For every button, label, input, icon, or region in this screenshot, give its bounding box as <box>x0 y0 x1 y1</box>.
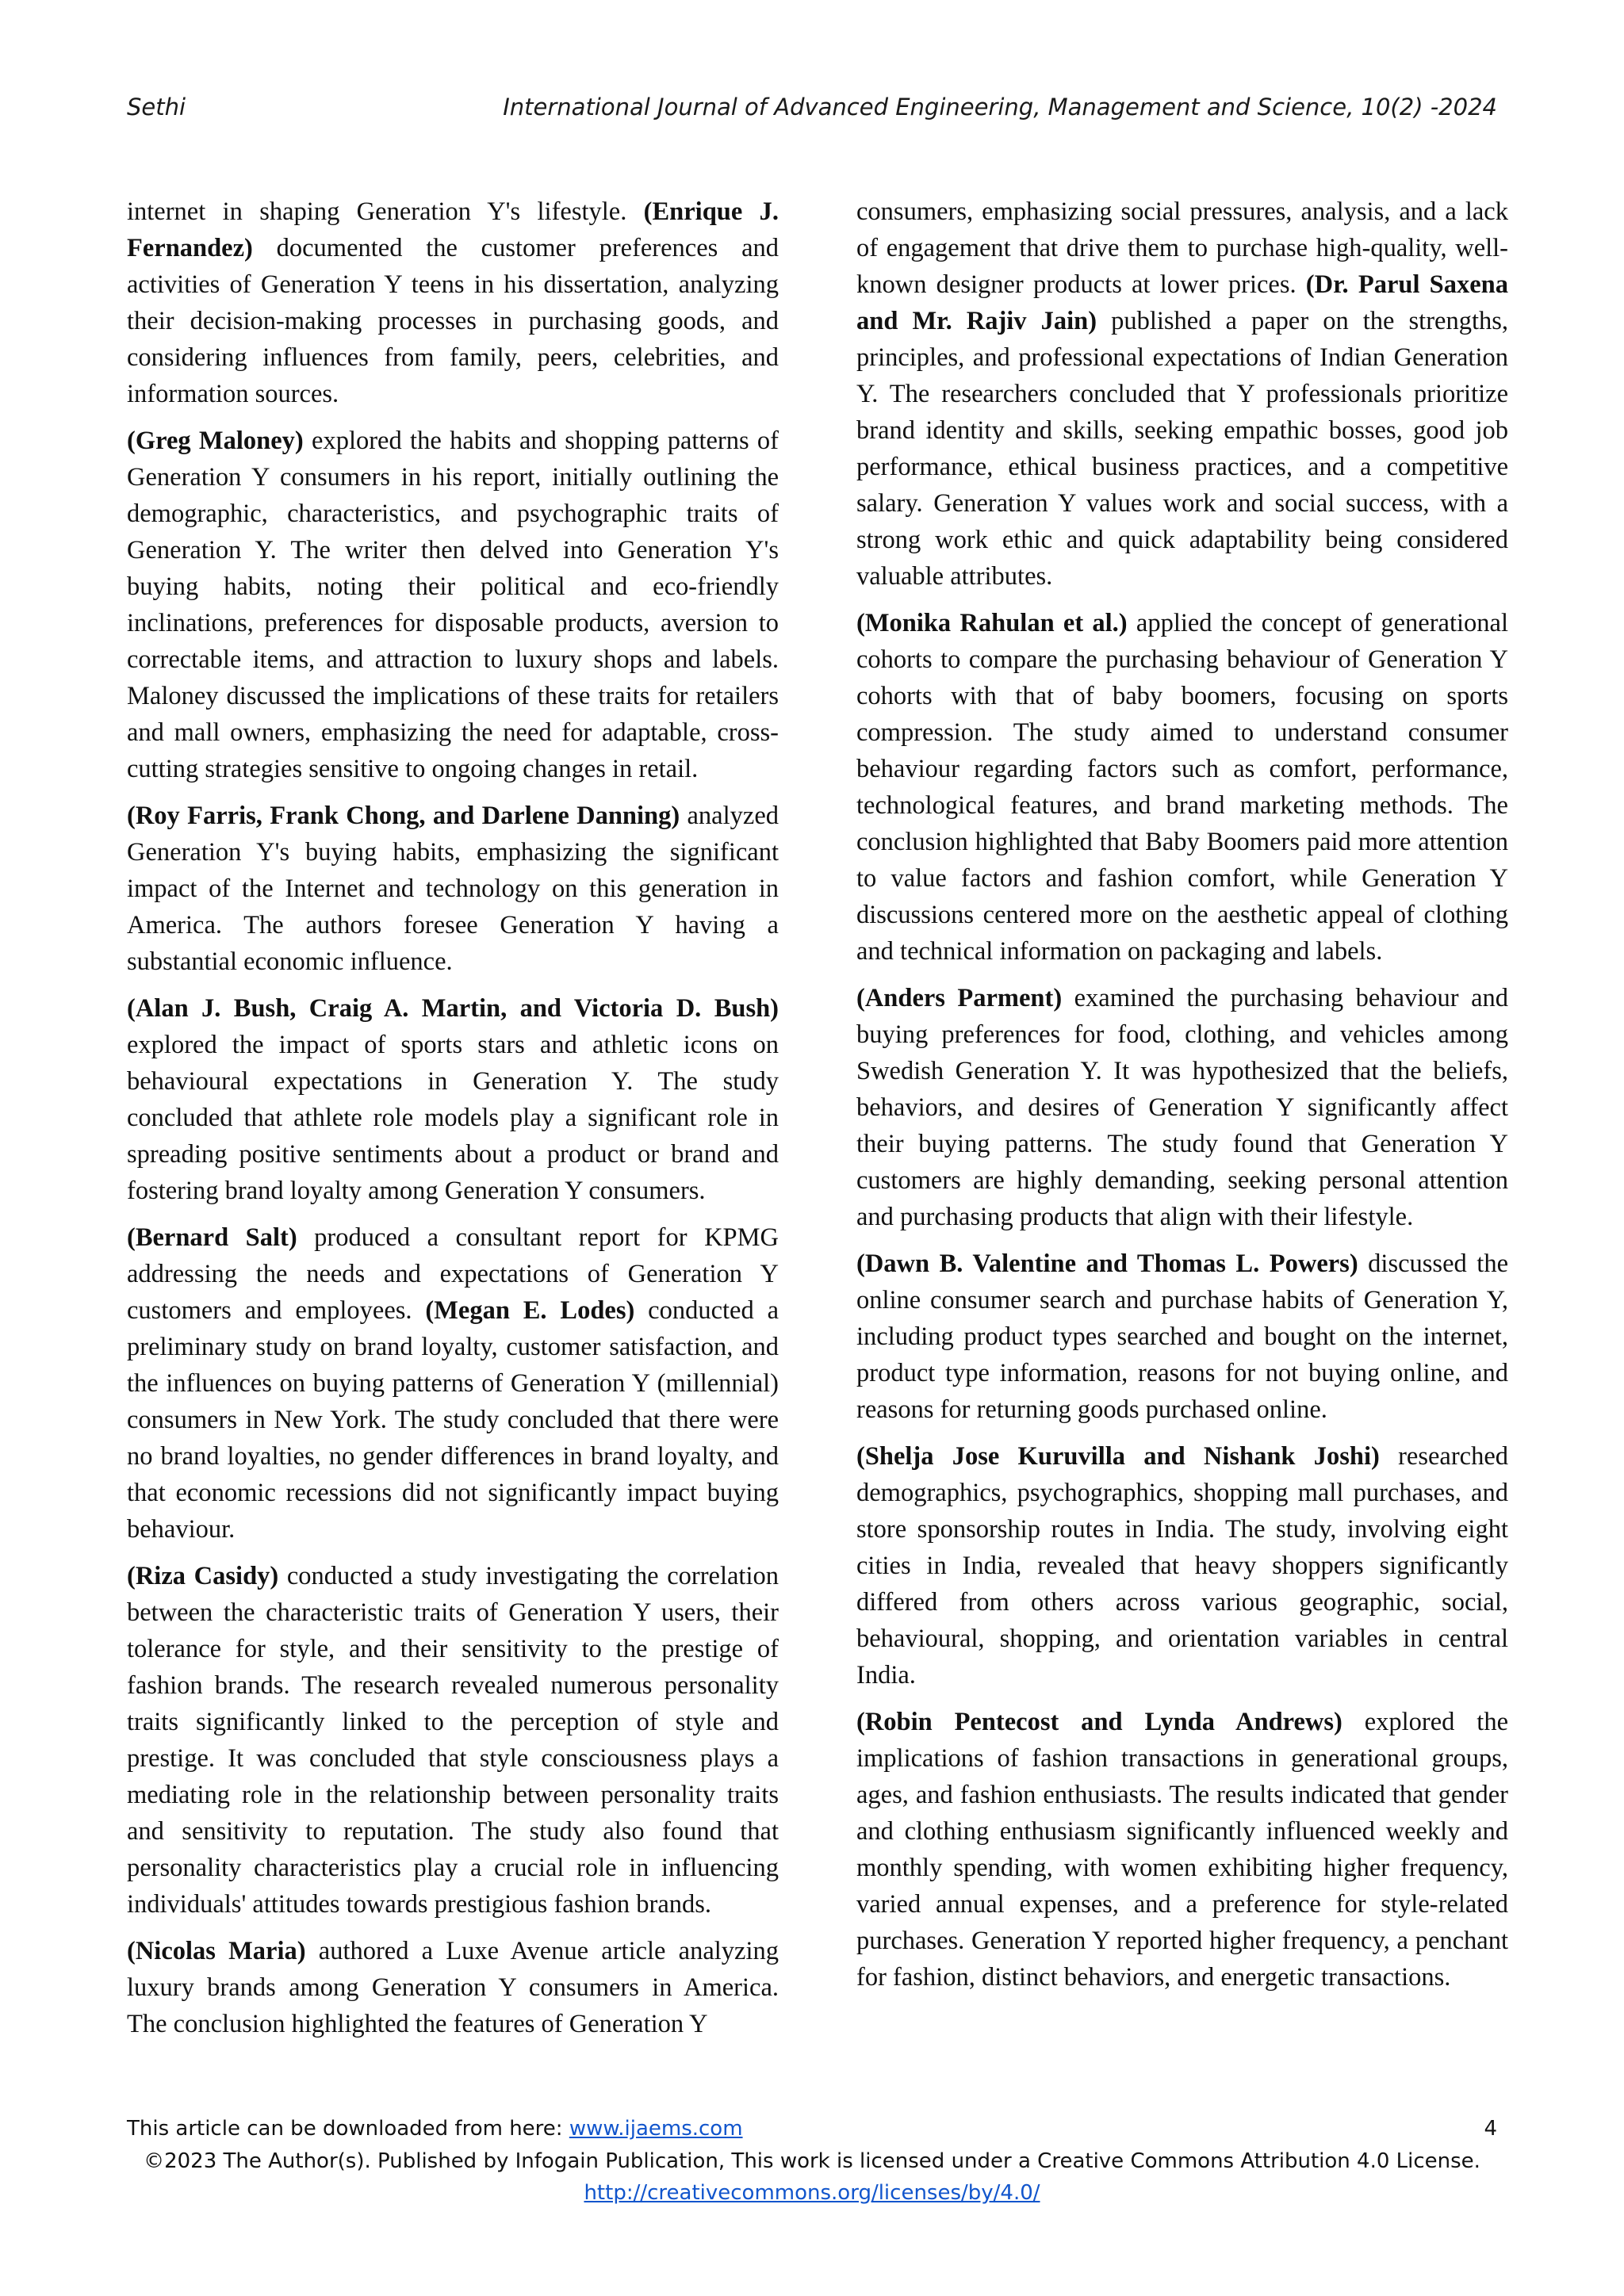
running-header <box>127 94 1497 132</box>
right-column <box>856 193 1508 2006</box>
left-column <box>127 193 779 2053</box>
citation-authors: (Megan E. Lodes) <box>425 1296 635 1325</box>
paragraph <box>127 1933 779 2042</box>
paragraph-text: analyzed Generation Y's buying habits, emphasizing the significant impact of the Internet and technology on this generation in America. The authors foresee Generation Y having a substantial economic influence. <box>127 802 779 976</box>
paragraph-text: conducted a preliminary study on brand loyalty, customer satisfaction, and the influences on buying patterns of Generation Y (millennial) consumers in New York. The study concluded that there were no brand loyalties, no gender differences in brand loyalty, and that economic recessions did not significantly impact buying behaviour. <box>127 1296 779 1544</box>
paragraph-text: discussed the online consumer search and purchase habits of Generation Y, including product types searched and bought on the internet, product type information, reasons for not buying online, and reasons for returning goods purchased online. <box>856 1249 1508 1424</box>
paragraph <box>856 605 1508 970</box>
journal-website-link[interactable]: www.ijaems.com <box>569 2117 743 2141</box>
paragraph-text: consumers, emphasizing social pressures, analysis, and a lack of engagement that drive them to purchase high-quality, well-known designer products at lower prices. <box>856 197 1508 299</box>
citation-authors: (Alan J. Bush, Craig A. Martin, and Victoria D. Bush) <box>127 994 779 1023</box>
license-link[interactable]: http://creativecommons.org/licenses/by/4.0/ <box>584 2181 1040 2205</box>
paragraph <box>856 1704 1508 1996</box>
page-number: 4 <box>1484 2117 1497 2141</box>
header-author: Sethi <box>127 94 186 121</box>
citation-authors: (Greg Maloney) <box>127 427 304 455</box>
paragraph <box>856 980 1508 1235</box>
paragraph <box>856 1438 1508 1693</box>
paragraph <box>856 193 1508 595</box>
paragraph-text: internet in shaping Generation Y's lifestyle. <box>127 197 644 226</box>
header-journal-title: International Journal of Advanced Engineering, Management and Science, 10(2) -2024 <box>503 94 1497 121</box>
paragraph-text: conducted a study investigating the correlation between the characteristic traits of Generation Y users, their tolerance for style, and their sensitivity to the prestige of fashion brands. The research revealed numerous personality traits significantly linked to the perception of style and prestige. It was concluded that style consciousness plays a mediating role in the relationship between personality traits and sensitivity to reputation. The study also found that personality characteristics play a crucial role in influencing individuals' attitudes towards prestigious fashion brands. <box>127 1562 779 1919</box>
footer-download-line <box>127 2117 1497 2141</box>
citation-authors: (Enrique J. Fernandez) <box>127 197 779 262</box>
citation-authors: (Dawn B. Valentine and Thomas L. Powers) <box>856 1249 1358 1278</box>
footer-license-text: ©2023 The Author(s). Published by Infogain Publication, This work is licensed under a Creative Commons Attribution 4.0 License. <box>144 2149 1480 2173</box>
citation-authors: (Roy Farris, Frank Chong, and Darlene Danning) <box>127 802 680 830</box>
citation-authors: (Shelja Jose Kuruvilla and Nishank Joshi) <box>856 1442 1380 1471</box>
footer-download-text: This article can be downloaded from here: <box>127 2117 569 2141</box>
paragraph-text: examined the purchasing behaviour and buying preferences for food, clothing, and vehicles among Swedish Generation Y. It was hypothesized that the beliefs, behaviors, and desires of Generation Y significantly affect their buying patterns. The study found that Generation Y customers are highly demanding, seeking personal attention and purchasing products that align with their lifestyle. <box>856 984 1508 1231</box>
citation-authors: (Nicolas Maria) <box>127 1937 306 1965</box>
citation-authors: (Monika Rahulan et al.) <box>856 609 1128 637</box>
paragraph <box>127 1219 779 1548</box>
paragraph-text: authored a Luxe Avenue article analyzing luxury brands among Generation Y consumers in America. The conclusion highlighted the features of Generation Y <box>127 1937 779 2038</box>
paragraph <box>127 423 779 787</box>
citation-authors: (Anders Parment) <box>856 984 1063 1012</box>
citation-authors: (Riza Casidy) <box>127 1562 279 1590</box>
paragraph-text: researched demographics, psychographics, shopping mall purchases, and store sponsorship routes in India. The study, involving eight cities in India, revealed that heavy shoppers significantly differed from others across various geographic, social, behavioural, shopping, and orientation variables in central India. <box>856 1442 1508 1689</box>
citation-authors: (Robin Pentecost and Lynda Andrews) <box>856 1708 1342 1736</box>
paragraph <box>127 990 779 1209</box>
citation-authors: (Dr. Parul Saxena and Mr. Rajiv Jain) <box>856 270 1508 335</box>
paragraph <box>127 1558 779 1923</box>
paragraph-text: applied the concept of generational cohorts to compare the purchasing behaviour of Generation Y cohorts with that of baby boomers, focusing on sports compression. The study aimed to understand consumer behaviour regarding factors such as comfort, performance, technological features, and brand marketing methods. The conclusion highlighted that Baby Boomers paid more attention to value factors and fashion comfort, while Generation Y discussions centered more on the aesthetic appeal of clothing and technical information on packaging and labels. <box>856 609 1508 966</box>
paragraph-text: explored the habits and shopping patterns of Generation Y consumers in his report, initially outlining the demographic, characteristics, and psychographic traits of Generation Y. The writer then delved into Generation Y's buying habits, noting their political and eco-friendly inclinations, preferences for disposable products, aversion to correctable items, and attraction to luxury shops and labels. Maloney discussed the implications of these traits for retailers and mall owners, emphasizing the need for adaptable, cross-cutting strategies sensitive to ongoing changes in retail. <box>127 427 779 783</box>
paragraph-text: produced a consultant report for KPMG addressing the needs and expectations of Generation Y customers and employees. <box>127 1223 779 1325</box>
paragraph-text: explored the implications of fashion transactions in generational groups, ages, and fashion enthusiasts. The results indicated that gender and clothing enthusiasm significantly influenced weekly and monthly spending, with women exhibiting higher frequency, varied annual expenses, and a preference for style-related purchases. Generation Y reported higher frequency, a penchant for fashion, distinct behaviors, and energetic transactions. <box>856 1708 1508 1992</box>
paragraph-text: published a paper on the strengths, principles, and professional expectations of Indian Generation Y. The researchers concluded that Y professionals prioritize brand identity and skills, seeking empathic bosses, good job performance, ethical business practices, and a competitive salary. Generation Y values work and social success, with a strong work ethic and quick adaptability being considered valuable attributes. <box>856 307 1508 591</box>
citation-authors: (Bernard Salt) <box>127 1223 297 1252</box>
paragraph <box>127 798 779 980</box>
paragraph <box>127 193 779 412</box>
paragraph-text: documented the customer preferences and activities of Generation Y teens in his dissertation, analyzing their decision-making processes in purchasing goods, and considering influences from family, peers, celebrities, and information sources. <box>127 234 779 408</box>
paragraph-text: explored the impact of sports stars and athletic icons on behavioural expectations in Generation Y. The study concluded that athlete role models play a significant role in spreading positive sentiments about a product or brand and fostering brand loyalty among Generation Y consumers. <box>127 1031 779 1205</box>
paragraph <box>856 1246 1508 1428</box>
footer-license-line <box>0 2181 1624 2205</box>
